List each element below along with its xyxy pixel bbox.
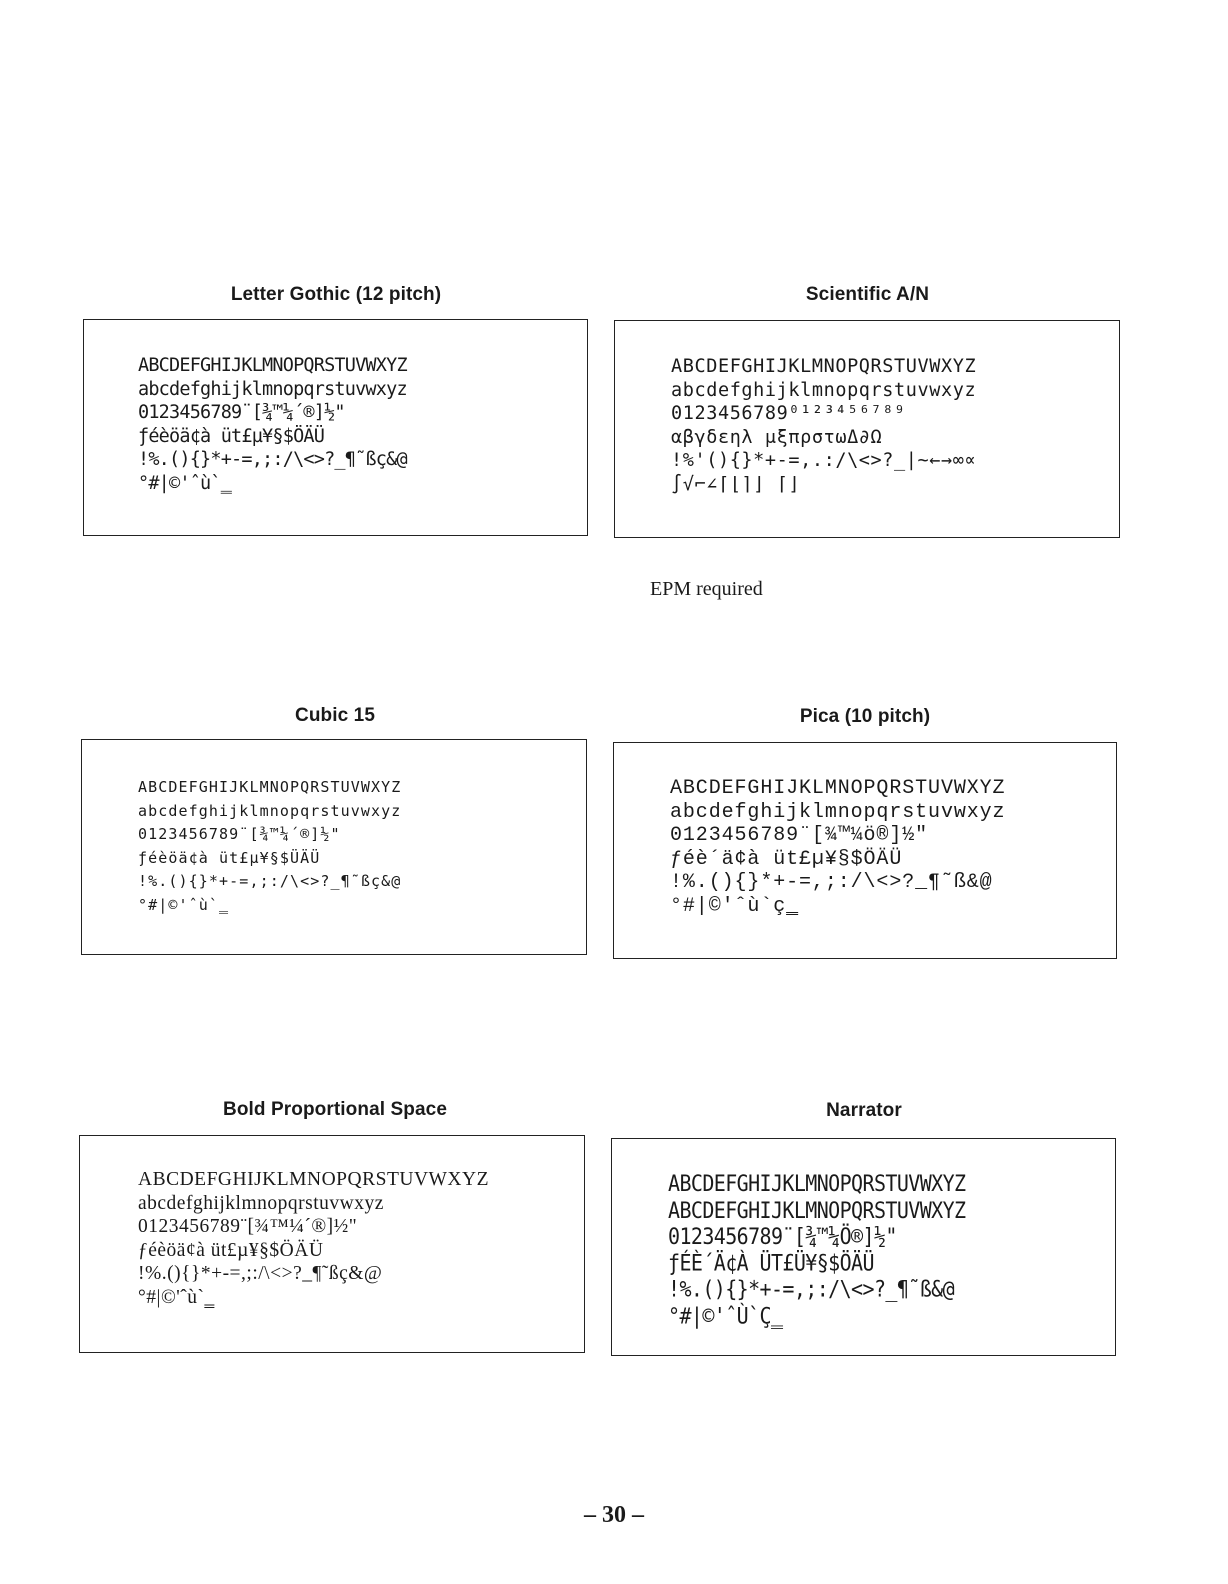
font-sample-scientific (614, 320, 1120, 538)
panel-title-narrator: Narrator (826, 1100, 902, 1121)
sample-line-lowercase: abcdefghijklmnopqrstuvwxyz (138, 801, 402, 820)
sample-line-symbols: °#|©'ˆÙ`Ç‗ (668, 1302, 783, 1329)
panel-title-letter-gothic: Letter Gothic (12 pitch) (230, 284, 442, 305)
sample-line-digits: 0123456789¨[¾™¼´®]½" (138, 402, 345, 424)
sample-line-uppercase: ABCDEFGHIJKLMNOPQRSTUVWXYZ (138, 355, 407, 376)
sample-line-punctuation: !%.(){}*+-=,;:/\<>?_¶˜ß&@ (668, 1275, 955, 1303)
sample-line-accents: ƒéèöä¢à üt£µ¥§$ÖÄÜ (138, 425, 325, 447)
sample-line-digits: 0123456789¨[¾™¼´®]½" (138, 825, 341, 844)
sample-line-digits: 0123456789¨[¾™¼ö®]½" (670, 824, 929, 848)
sample-line-uppercase: ABCDEFGHIJKLMNOPQRSTUVWXYZ (138, 778, 402, 796)
sample-line-punctuation: !%.(){}*+-=,;:/\<>?_¶˜ß&@ (670, 871, 993, 895)
epm-required-note: EPM required (650, 578, 763, 600)
page-number: – 30 – (584, 1502, 644, 1528)
sample-lines (138, 1168, 489, 1310)
font-sample-bold-proportional (79, 1135, 585, 1353)
sample-line-punctuation: !%.(){}*+-=,;:/\<>?_¶˜ßç&@ (138, 449, 407, 471)
font-sample-letter-gothic (83, 319, 588, 536)
sample-lines (138, 354, 407, 496)
sample-line-accents: ƒÉÈ´Ä¢À ÜT£Ü¥§$ÖÄÜ (668, 1249, 874, 1277)
sample-line-accents: ƒéèöä¢à üt£µ¥§$ÖÄÜ (138, 1239, 324, 1261)
sample-lines (671, 355, 976, 497)
panel-title-scientific: Scientific A/N (805, 284, 930, 305)
sample-line-lowercase: abcdefghijklmnopqrstuvwxyz (138, 378, 407, 400)
sample-lines (668, 1171, 965, 1330)
sample-line-symbols: °#|©'ˆù`‗ (138, 1286, 215, 1308)
sample-line-uppercase-alt: ABCDEFGHIJKLMNOPQRSTUVWXYZ (668, 1196, 966, 1224)
font-sample-cubic (81, 739, 587, 955)
sample-line-symbols: °#|©'ˆù`‗ (138, 472, 232, 494)
sample-lines (138, 776, 401, 918)
sample-line-digits: 0123456789⁰¹²³⁴⁵⁶⁷⁸⁹ (671, 403, 906, 425)
sample-line-symbols: °#|©'ˆù`‗ (138, 895, 230, 914)
sample-line-punctuation: !%.(){}*+-=,;:/\<>?_¶˜ßç&@ (138, 872, 402, 891)
sample-lines (670, 777, 1005, 919)
sample-line-accents: ƒéèöä¢à üt£µ¥§$ÜÄÜ (138, 848, 321, 867)
sample-line-punctuation: !%'(){}*+-=,.:/\<>?_|~←→∞∝ (671, 450, 977, 472)
sample-line-symbols: °#|©'ˆù`ç‗ (670, 894, 800, 918)
sample-line-punctuation: !%.(){}*+-=,;:/\<>?_¶˜ßç&@ (138, 1263, 383, 1285)
font-sample-narrator (611, 1138, 1116, 1356)
sample-line-greek: αβγδεηλ μξπρστωΔ∂Ω (671, 426, 883, 448)
sample-line-math-symbols: ∫√⌐∠⌈⌊⌉⌋ ⌈⌋ (671, 473, 801, 495)
panel-title-pica: Pica (10 pitch) (799, 706, 931, 727)
panel-title-bold-proportional: Bold Proportional Space (223, 1099, 447, 1120)
sample-line-uppercase: ABCDEFGHIJKLMNOPQRSTUVWXYZ (138, 1169, 490, 1190)
sample-line-uppercase: ABCDEFGHIJKLMNOPQRSTUVWXYZ (671, 356, 977, 377)
sample-line-lowercase: abcdefghijklmnopqrstuvwxyz (670, 800, 1006, 824)
sample-line-uppercase: ABCDEFGHIJKLMNOPQRSTUVWXYZ (670, 777, 1006, 800)
sample-line-lowercase: abcdefghijklmnopqrstuvwxyz (671, 379, 977, 401)
sample-line-accents: ƒéè´ä¢à üt£µ¥§$ÖÄÜ (670, 847, 903, 871)
sample-line-digits: 0123456789¨[¾™¼´®]½" (138, 1216, 358, 1238)
sample-line-digits: 0123456789¨[¾™¼Ö®]½" (668, 1222, 897, 1250)
font-sample-pica (613, 742, 1117, 959)
sample-line-lowercase: abcdefghijklmnopqrstuvwxyz (138, 1192, 384, 1214)
sample-line-uppercase: ABCDEFGHIJKLMNOPQRSTUVWXYZ (668, 1169, 966, 1197)
panel-title-cubic: Cubic 15 (295, 705, 375, 726)
